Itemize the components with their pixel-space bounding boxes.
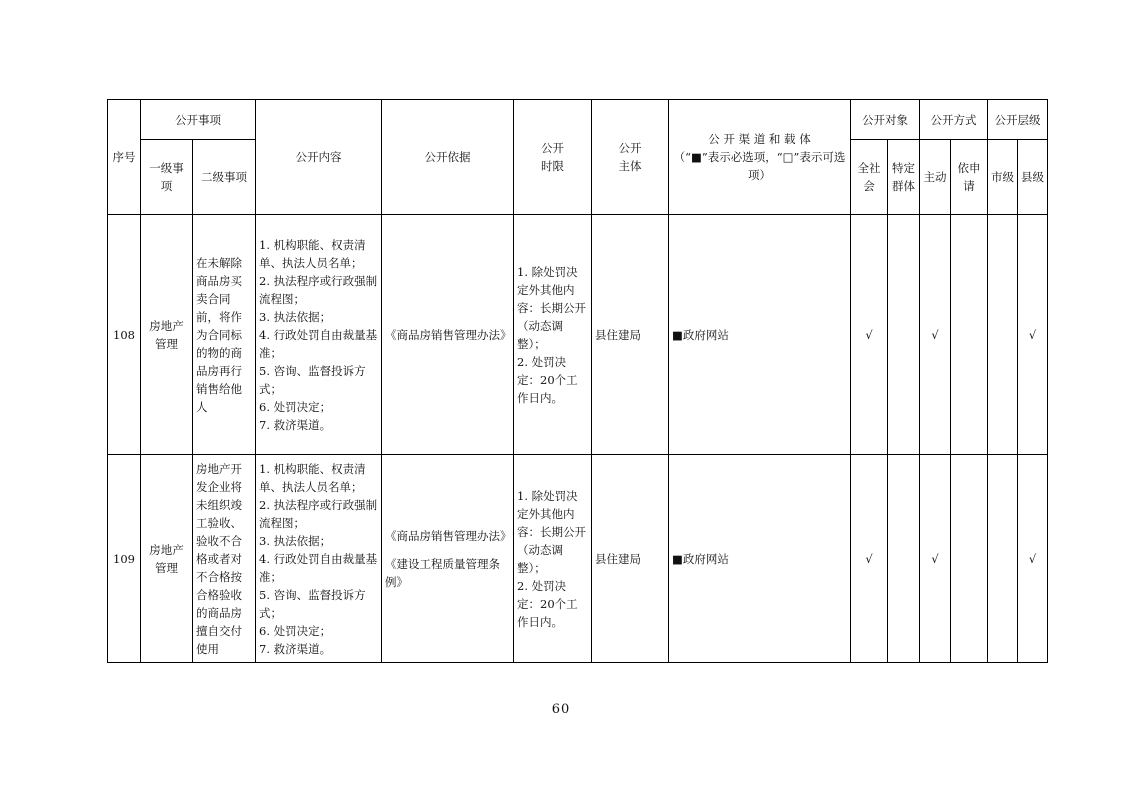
header-target-group: 公开对象 xyxy=(851,100,920,140)
row-level1: 房地产管理 xyxy=(141,455,193,663)
header-channel: 公 开 渠 道 和 载 体 （“■”表示必选项，“□”表示可选项） xyxy=(669,100,851,215)
row-basis-item: 《建设工程质量管理条例》 xyxy=(385,556,500,589)
header-time-limit: 公开 时限 xyxy=(514,100,592,215)
header-level-group: 公开层级 xyxy=(988,100,1048,140)
row-level-city xyxy=(988,215,1018,455)
row-method-request xyxy=(951,455,988,663)
row-level-county: √ xyxy=(1018,455,1048,663)
row-seq: 108 xyxy=(108,215,141,455)
row-target-specific xyxy=(888,455,920,663)
header-level-county: 县级 xyxy=(1018,140,1048,215)
row-level2: 房地产开发企业将未组织竣工验收、验收不合格或者对不合格按合格验收的商品房擅自交付使用 xyxy=(193,455,256,663)
table-row xyxy=(108,455,1048,663)
header-target-specific: 特定群体 xyxy=(888,140,920,215)
header-level2: 二级事项 xyxy=(193,140,256,215)
header-method-active: 主动 xyxy=(920,140,951,215)
row-channel: ■政府网站 xyxy=(669,455,851,663)
row-level-county: √ xyxy=(1018,215,1048,455)
header-level1: 一级事项 xyxy=(141,140,193,215)
row-basis xyxy=(382,215,514,455)
row-method-active: √ xyxy=(920,455,951,663)
header-content: 公开内容 xyxy=(256,100,382,215)
header-method-request: 依申请 xyxy=(951,140,988,215)
row-level-city xyxy=(988,455,1018,663)
row-subject: 县住建局 xyxy=(592,455,669,663)
header-target-all: 全社会 xyxy=(851,140,888,215)
row-subject: 县住建局 xyxy=(592,215,669,455)
table-row xyxy=(108,215,1048,455)
row-content: 1. 机构职能、权责清单、执法人员名单； 2. 执法程序或行政强制流程图； 3. 执法依据； 4. 行政处罚自由裁量基准； 5. 咨询、监督投诉方式； 6. 处罚决定； 7. 救济渠道。 xyxy=(256,455,382,663)
header-subject: 公开 主体 xyxy=(592,100,669,215)
row-basis-item: 《商品房销售管理办法》 xyxy=(385,528,512,543)
header-method-group: 公开方式 xyxy=(920,100,988,140)
row-method-request xyxy=(951,215,988,455)
header-row-1 xyxy=(108,100,1048,140)
row-level1: 房地产管理 xyxy=(141,215,193,455)
row-content: 1. 机构职能、权责清单、执法人员名单； 2. 执法程序或行政强制流程图； 3. 执法依据； 4. 行政处罚自由裁量基准； 5. 咨询、监督投诉方式； 6. 处罚决定； 7. 救济渠道。 xyxy=(256,215,382,455)
disclosure-table xyxy=(107,99,1048,663)
row-target-specific xyxy=(888,215,920,455)
header-level-city: 市级 xyxy=(988,140,1018,215)
row-target-all: √ xyxy=(851,455,888,663)
header-basis: 公开依据 xyxy=(382,100,514,215)
row-method-active: √ xyxy=(920,215,951,455)
row-seq: 109 xyxy=(108,455,141,663)
row-time-limit: 1. 除处罚决定外其他内容：长期公开（动态调整）； 2. 处罚决定：20个工作日内。 xyxy=(514,455,592,663)
row-basis xyxy=(382,455,514,663)
row-target-all: √ xyxy=(851,215,888,455)
row-channel: ■政府网站 xyxy=(669,215,851,455)
header-items-group: 公开事项 xyxy=(141,100,256,140)
row-basis-item: 《商品房销售管理办法》 xyxy=(385,327,512,342)
row-level2: 在未解除商品房买卖合同前，将作为合同标的物的商品房再行销售给他人 xyxy=(193,215,256,455)
row-time-limit: 1. 除处罚决定外其他内容：长期公开（动态调整）； 2. 处罚决定：20个工作日内。 xyxy=(514,215,592,455)
header-seq: 序号 xyxy=(108,100,141,215)
page-number: 60 xyxy=(551,702,571,717)
